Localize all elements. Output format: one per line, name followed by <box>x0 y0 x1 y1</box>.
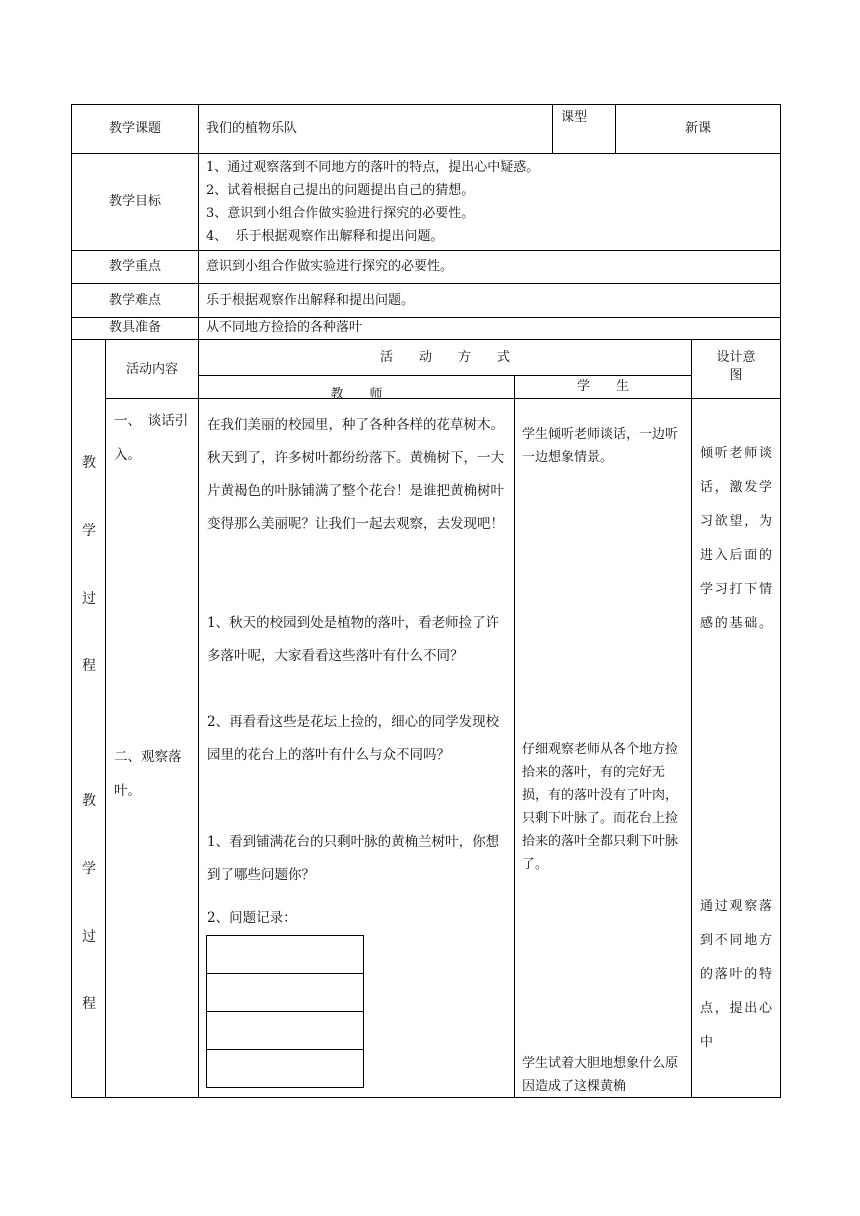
student-response: 学生倾听老师谈话，一边听一边想象情景。 <box>522 427 679 465</box>
side-char: 程 <box>82 996 96 1012</box>
objective-item: 3、意识到小组合作做实验进行探究的必要性。 <box>206 206 475 221</box>
design-column-divider <box>691 339 692 1098</box>
difficulty-label: 教学难点 <box>108 293 161 308</box>
design-intent: 通过观察落到不同地方的落叶的特点，提出心中 <box>700 899 772 1050</box>
key-point-label: 教学重点 <box>108 259 161 274</box>
difficulty-value: 乐于根据观察作出解释和提出问题。 <box>206 293 415 308</box>
table-border-right <box>780 104 781 1098</box>
row-divider-1 <box>71 153 781 154</box>
teacher-item: 1、秋天的校园到处是植物的落叶，看老师捡了许多落叶呢，大家看看这些落叶有什么不同？ <box>207 615 500 664</box>
design-header: 设计意图 <box>716 350 756 383</box>
objective-item: 4、 乐于根据观察作出解释和提出问题。 <box>206 229 444 244</box>
method-header: 活 动 方 式 <box>379 350 510 365</box>
row-divider-4 <box>71 317 781 318</box>
teacher-student-divider <box>514 375 515 1098</box>
side-char: 程 <box>82 658 96 674</box>
activity-item-2: 二、观察落叶。 <box>114 749 182 799</box>
subject-label: 教学课题 <box>108 121 161 136</box>
student-header: 学 生 <box>576 379 629 394</box>
activity-header: 活动内容 <box>125 362 178 377</box>
student-response: 学生试着大胆地想象什么原因造成了这棵黄桷 <box>522 1056 679 1094</box>
teacher-item: 2、再看看这些是花坛上捡的，细心的同学发现校园里的花台上的落叶有什么与众不同吗？ <box>207 714 500 763</box>
objectives-list <box>206 156 539 248</box>
row-divider-2 <box>71 250 781 251</box>
design-intent: 倾听老师谈话，激发学习欲望，为进入后面的学习打下情感的基础。 <box>700 446 772 631</box>
materials-label: 教具准备 <box>108 320 161 335</box>
teacher-header: 教 师 <box>330 387 383 402</box>
table-border-top <box>71 104 781 105</box>
row-divider-3 <box>71 283 781 284</box>
side-char: 过 <box>82 591 96 607</box>
row-divider-5 <box>71 339 781 340</box>
objectives-label: 教学目标 <box>108 194 161 209</box>
process-side-divider <box>105 339 106 1098</box>
key-point-value: 意识到小组合作做实验进行探究的必要性。 <box>206 259 454 274</box>
type-label: 课型 <box>561 110 588 125</box>
type-label-left <box>552 104 553 153</box>
label-column-divider <box>198 104 199 1098</box>
side-char: 学 <box>82 861 96 877</box>
objective-item: 2、试着根据自己提出的问题提出自己的猜想。 <box>206 183 475 198</box>
method-subheader-line <box>198 375 691 376</box>
side-char: 学 <box>82 523 96 539</box>
teacher-intro: 在我们美丽的校园里，种了各种各样的花草树木。秋天到了，许多树叶都纷纷落下。黄桷树下，一大片黄褐色的叶脉铺满了整个花台！是谁把黄桷树叶变得那么美丽呢？让我们一起去观察，去发现吧！ <box>207 417 504 532</box>
student-response: 仔细观察老师从各个地方捡拾来的落叶，有的完好无损，有的落叶没有了叶肉，只剩下叶脉了。而花台上捡拾来的落叶全都只剩下叶脉了。 <box>522 742 679 872</box>
side-char: 过 <box>82 929 96 945</box>
side-char: 教 <box>82 793 96 809</box>
subject-value: 我们的植物乐队 <box>206 121 298 136</box>
activity-item-1: 一、 谈话引入。 <box>114 413 189 463</box>
type-value: 新课 <box>684 121 711 136</box>
objective-item: 1、通过观察落到不同地方的落叶的特点，提出心中疑惑。 <box>206 160 540 175</box>
table-border-left <box>71 104 72 1098</box>
side-char: 教 <box>82 455 96 471</box>
materials-value: 从不同地方捡拾的各种落叶 <box>206 320 363 335</box>
teacher-item: 1、看到铺满花台的只剩叶脉的黄桷兰树叶，你想到了哪些问题你？ <box>207 834 500 883</box>
teacher-item: 2、问题记录： <box>207 910 297 926</box>
